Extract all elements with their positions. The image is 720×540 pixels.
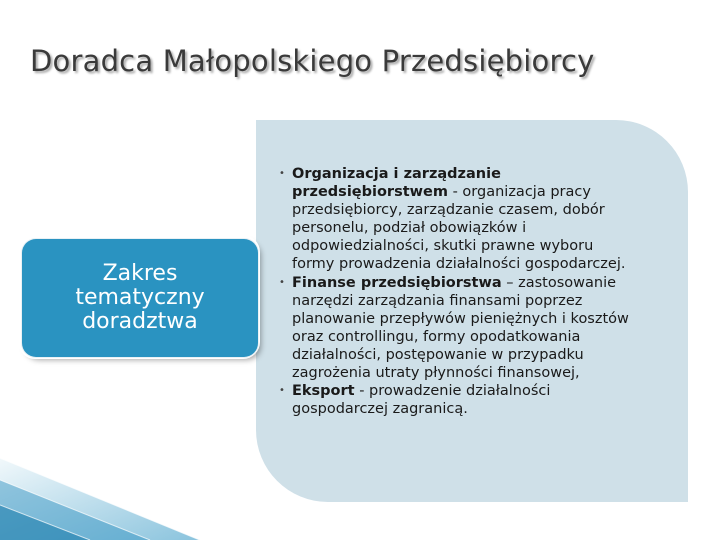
bullet-icon: • [279,276,285,288]
list-item-text: - organizacja pracy przedsiębiorcy, zarządzanie czasem, dobór personelu, podział obowiązków i odpowiedzialności, skutki prawne wyboru formy prowadzenia działalności gospodarczej. [292,184,626,273]
list-item-text: – zastosowanie narzędzi zarządzania finansami poprzez planowanie przepływów pieniężnych i kosztów oraz controllingu, formy opodatkowania działalności, postępowanie w przypadku zagrożenia utraty płynności finansowej, [292,274,629,382]
list-item [276,382,636,418]
list-item-heading: Eksport [292,383,355,400]
bullet-icon: • [279,385,285,397]
list-item-heading: Finanse przedsiębiorstwa [292,274,502,291]
list-item [276,165,636,274]
topic-list [276,165,636,418]
corner-decoration [0,450,200,540]
topic-badge [22,239,258,357]
list-item-heading: Organizacja i zarządzanie przedsiębiorstwem [292,166,501,201]
list-item [276,274,636,383]
badge-label: Zakres tematyczny doradztwa [75,261,205,334]
list-item-text: - prowadzenie działalności gospodarczej zagranicą. [292,383,551,418]
bullet-icon: • [279,168,285,179]
slide-title: Doradca Małopolskiego Przedsiębiorcy [30,44,595,78]
